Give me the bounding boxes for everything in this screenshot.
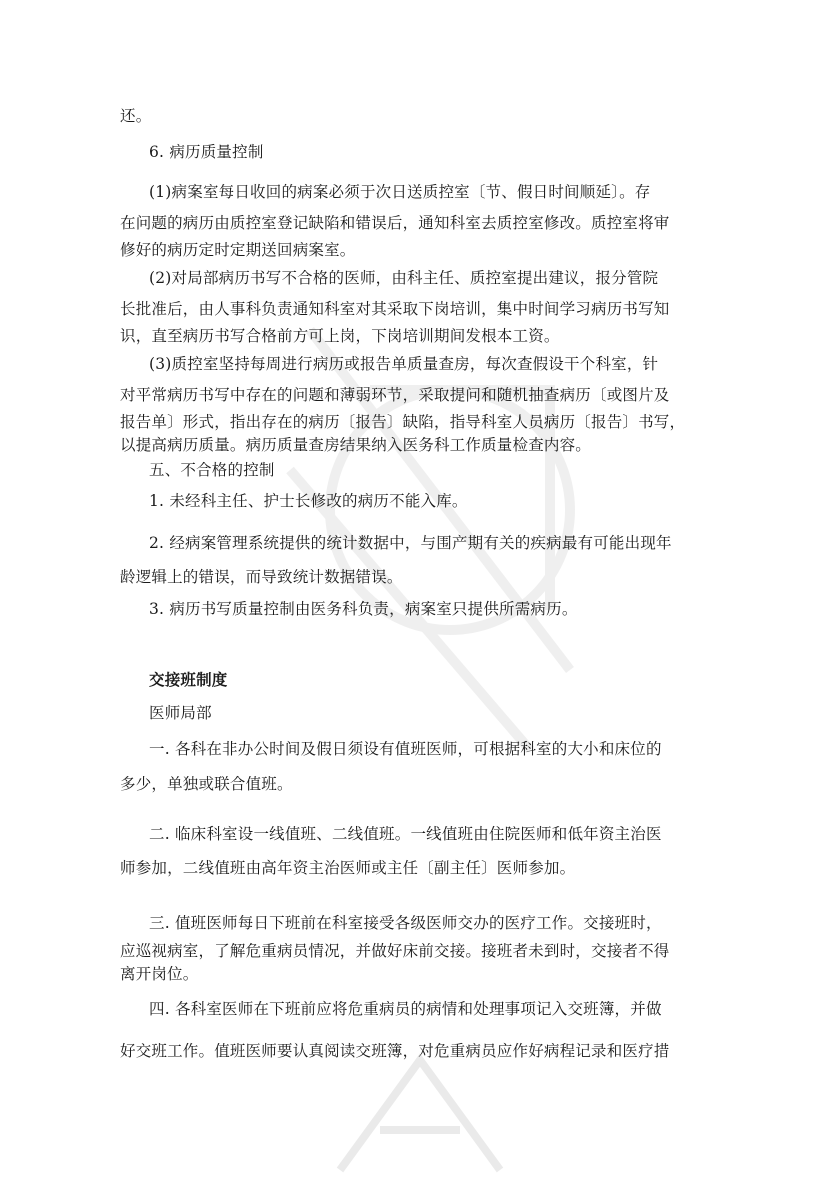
page-title: 交接班制度 (149, 670, 228, 689)
text-line: (1)病案室每日收回的病案必须于次日送质控室〔节、假日时间顺延〕。存 (149, 183, 651, 201)
text-line: 好交班工作。值班医师要认真阅读交班簿，对危重病员应作好病程记录和医疗措 (120, 1042, 670, 1060)
text-line: 师参加，二线值班由高年资主治医师或主任〔副主任〕医师参加。 (120, 859, 576, 877)
list-item: 1. 未经科主任、护士长修改的病历不能入库。 (149, 492, 468, 510)
text-line: 多少，单独或联合值班。 (120, 775, 293, 793)
text-line: 离开岗位。 (120, 965, 199, 983)
text-line: 修好的病历定时定期送回病案室。 (120, 241, 356, 259)
section-heading: 6. 病历质量控制 (149, 143, 264, 161)
list-item: 二. 临床科室设一线值班、二线值班。一线值班由住院医师和低年资主治医 (149, 825, 662, 843)
text-line: 应巡视病室，了解危重病员情况，并做好床前交接。接班者未到时，交接者不得 (120, 942, 670, 960)
list-item: 一. 各科在非办公时间及假日须设有值班医师，可根据科室的大小和床位的 (149, 740, 662, 758)
text-line: 长批准后，由人事科负责通知科室对其采取下岗培训，集中时间学习病历书写知 (120, 300, 670, 318)
text-line: 报告单〕形式，指出存在的病历〔报告〕缺陷，指导科室人员病历〔报告〕书写， (120, 413, 686, 431)
subsection-heading: 医师局部 (149, 704, 212, 722)
list-item: 三. 值班医师每日下班前在科室接受各级医师交办的医疗工作。交接班时， (149, 914, 662, 932)
list-item: 四. 各科室医师在下班前应将危重病员的病情和处理事项记入交班簿，并做 (149, 1000, 662, 1018)
text-line: 以提高病历质量。病历质量查房结果纳入医务科工作质量检查内容。 (120, 436, 592, 454)
text-line: (2)对局部病历书写不合格的医师，由科主任、质控室提出建议，报分管院 (149, 269, 659, 287)
section-heading: 五、不合格的控制 (149, 461, 275, 479)
text-line: 龄逻辑上的错误，而导致统计数据错误。 (120, 568, 403, 586)
text-line: (3)质控室坚持每周进行病历或报告单质量查房，每次查假设干个科室，针 (149, 355, 659, 373)
text-line: 还。 (120, 107, 152, 125)
text-line: 在问题的病历由质控室登记缺陷和错误后，通知科室去质控室修改。质控室将审 (120, 214, 670, 232)
text-line: 识，直至病历书写合格前方可上岗，下岗培训期间发根本工资。 (120, 327, 560, 345)
list-item: 3. 病历书写质量控制由医务科负责，病案室只提供所需病历。 (149, 600, 578, 618)
list-item: 2. 经病案管理系统提供的统计数据中，与围产期有关的疾病最有可能出现年 (149, 534, 672, 552)
text-line: 对平常病历书写中存在的问题和薄弱环节，采取提问和随机抽查病历〔或图片及 (120, 386, 670, 404)
